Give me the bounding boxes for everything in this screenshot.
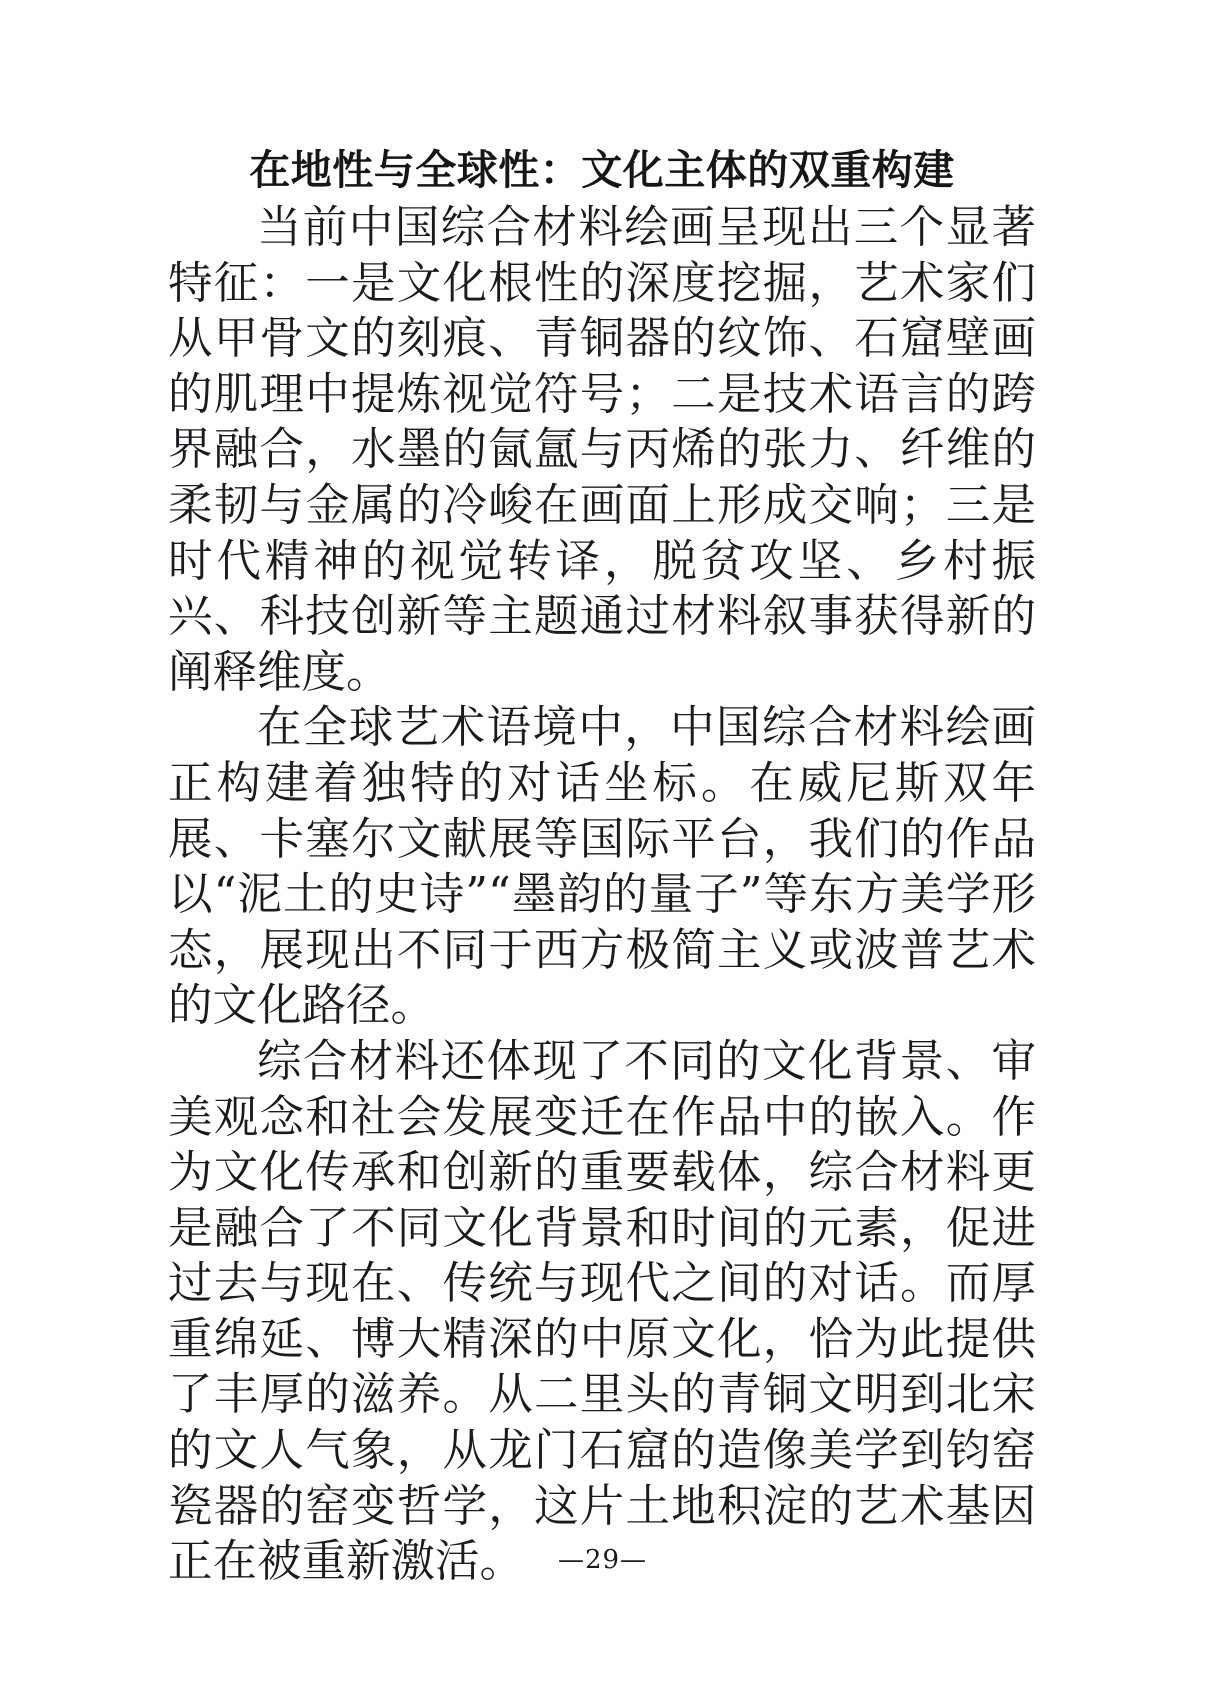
- body-paragraph-2: 在全球艺术语境中，中国综合材料绘画正构建着独特的对话坐标。在威尼斯双年展、卡塞尔文献展等国际平台，我们的作品以“泥土的史诗”“墨韵的量子”等东方美学形态，展现出不同于西方极简主义或波普艺术的文化路径。: [168, 702, 1036, 1032]
- page-text-block: [168, 142, 1036, 1590]
- page-number: —29—: [557, 1545, 648, 1575]
- page-title: 在地性与全球性：文化主体的双重构建: [249, 146, 955, 194]
- body-paragraph-1: 当前中国综合材料绘画呈现出三个显著特征：一是文化根性的深度挖掘，艺术家们从甲骨文的刻痕、青铜器的纹饰、石窟壁画的肌理中提炼视觉符号；二是技术语言的跨界融合，水墨的氤氲与丙烯的张力、纤维的柔韧与金属的冷峻在画面上形成交响；三是时代精神的视觉转译，脱贫攻坚、乡村振兴、科技创新等主题通过材料叙事获得新的阐释维度。: [168, 202, 1036, 698]
- body-paragraph-3: 综合材料还体现了不同的文化背景、审美观念和社会发展变迁在作品中的嵌入。作为文化传承和创新的重要载体，综合材料更是融合了不同文化背景和时间的元素，促进过去与现在、传统与现代之间的对话。而厚重绵延、博大精深的中原文化，恰为此提供了丰厚的滋养。从二里头的青铜文明到北宋的文人气象，从龙门石窟的造像美学到钧窑瓷器的窑变哲学，这片土地积淀的艺术基因正在被重新激活。: [168, 1035, 1036, 1588]
- page-footer: [0, 1545, 1205, 1575]
